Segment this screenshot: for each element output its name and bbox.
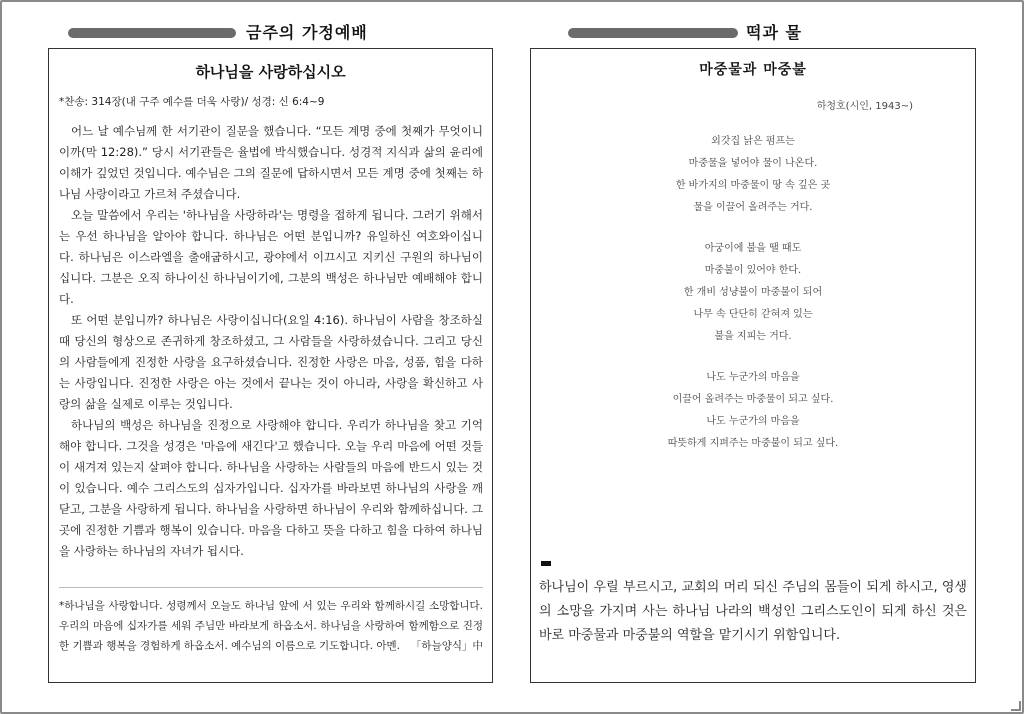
- poem-line: 한 개비 성냥불이 마중불이 되어: [683, 287, 823, 298]
- sermon-body: [59, 121, 483, 562]
- sermon-paragraph: 또 어떤 분입니까? 하나님은 사랑이십니다(요일 4:16). 하나님이 사람을 창조하실 때 당신의 형상으로 존귀하게 창조하셨고, 그 사람들을 사랑하셨습니다. 그리고 당신의 사람들에게 진정한 사랑을 요구하셨습니다. 진정한 사랑은 마음, 성품, 힘을 다하는 사랑입니다. 진정한 사랑은 아는 것에서 끝나는 것이 아니라, 사랑을 확신하고 사랑의 삶을 실제로 이루는 것입니다.: [59, 313, 483, 411]
- left-column-header: [60, 18, 460, 46]
- closing-paragraph: 하나님이 우릴 부르시고, 교회의 머리 되신 주님의 몸들이 되게 하시고, 영생의 소망을 가지며 사는 하나님 나라의 백성인 그리스도인이 되게 하신 것은 바로 마중물과 마중불의 역할을 맡기시기 위함입니다.: [539, 580, 967, 643]
- poem-line: 따뜻하게 지펴주는 마중불이 되고 싶다.: [667, 438, 839, 449]
- poem-line: 나무 속 단단히 갇혀져 있는: [693, 309, 813, 320]
- right-column-header: [560, 18, 960, 46]
- prayer-text: *하나님을 사랑합니다. 성령께서 오늘도 하나님 앞에 서 있는 우리와 함께하시길 소망합니다. 우리의 마음에 십자가를 세워 주님만 바라보게 하옵소서. 하나님을 사랑하여 함께함으로 진정한 기쁨과 행복을 경험하게 하옵소서. 예수님의 이름으로 기도합니다. 아멘.: [59, 600, 483, 652]
- header-bar: [68, 28, 236, 38]
- poem-line: 나도 누군가의 마음을: [706, 372, 800, 383]
- poem-line: 마중물을 넣어야 물이 나온다.: [688, 158, 818, 169]
- poem-line: 물을 이끌어 올려주는 거다.: [693, 202, 813, 213]
- header-bar: [568, 28, 738, 38]
- right-header-title: 떡과 물: [746, 23, 802, 42]
- poem-line: 불을 지피는 거다.: [714, 331, 792, 342]
- poem-author: 하청호(시인, 1943~): [816, 101, 913, 112]
- poem-line: 나도 누군가의 마음을: [706, 416, 800, 427]
- poem-title: 마중물과 마중불: [699, 62, 807, 78]
- hymn-scripture-line: *찬송: 314장(내 구주 예수를 더욱 사랑)/ 성경: 신 6:4~9: [59, 96, 325, 108]
- sermon-paragraph: 오늘 말씀에서 우리는 '하나님을 사랑하라'는 명령을 접하게 됩니다. 그러기 위해서는 우선 하나님을 알아야 합니다. 하나님은 어떤 분입니까? 유일하신 여호와이십니다. 하나님은 이스라엘을 출애굽하시고, 광야에서 이끄시고 지키신 구원의 하나님이십니다. 그분은 오직 하나이신 하나님이기에, 그분의 백성은 하나님만 예배해야 합니다.: [59, 208, 483, 306]
- sermon-paragraph: 어느 날 예수님께 한 서기관이 질문을 했습니다. “모든 계명 중에 첫째가 무엇이니이까(막 12:28).” 당시 서기관들은 율법에 박식했습니다. 성경적 지식과 삶의 윤리에 이해가 깊었던 것입니다. 예수님은 그의 질문에 답하시면서 모든 계명 중에 첫째는 하나님 사랑이라고 가르쳐 주셨습니다.: [59, 124, 483, 201]
- source-credit: 「하늘양식」中: [410, 640, 483, 652]
- poem-line: 한 바가지의 마중물이 땅 속 깊은 곳: [675, 180, 831, 191]
- section-divider: [59, 587, 483, 588]
- poem-stanza: [531, 131, 975, 219]
- poem-body: [531, 131, 975, 474]
- sermon-title: 하나님을 사랑하십시오: [195, 63, 346, 81]
- sermon-box: [48, 48, 493, 683]
- left-header-title: 금주의 가정예배: [246, 23, 368, 42]
- corner-mark: [1011, 701, 1021, 711]
- poem-stanza: [531, 367, 975, 455]
- poem-box: [530, 48, 976, 683]
- poem-stanza: [531, 238, 975, 348]
- prayer-block: [59, 596, 483, 656]
- poem-line: 마중불이 있어야 한다.: [704, 265, 802, 276]
- poem-line: 이끌어 올려주는 마중물이 되고 싶다.: [672, 394, 834, 405]
- poem-line: 아궁이에 불을 땔 때도: [704, 243, 802, 254]
- poem-line: 외갓집 낡은 펌프는: [711, 136, 795, 147]
- sermon-paragraph: 하나님의 백성은 하나님을 진정으로 사랑해야 합니다. 우리가 하나님을 찾고 기억해야 합니다. 그것을 성경은 '마음에 새긴다'고 했습니다. 오늘 우리 마음에 어떤 것들이 새겨져 있는지 살펴야 합니다. 하나님을 사랑하는 사람들의 마음에 반드시 있는 것이 있습니다. 예수 그리스도의 십자가입니다. 십자가를 바라보면 하나님의 사랑을 깨닫고, 그분을 사랑하게 됩니다. 하나님을 사랑하면 하나님이 우리와 함께하십니다. 그곳에 진정한 기쁨과 행복이 있습니다. 마음을 다하고 뜻을 다하고 힘을 다하여 하나님을 사랑하는 하나님의 자녀가 됩시다.: [59, 418, 483, 558]
- bullet-marker: [541, 561, 551, 566]
